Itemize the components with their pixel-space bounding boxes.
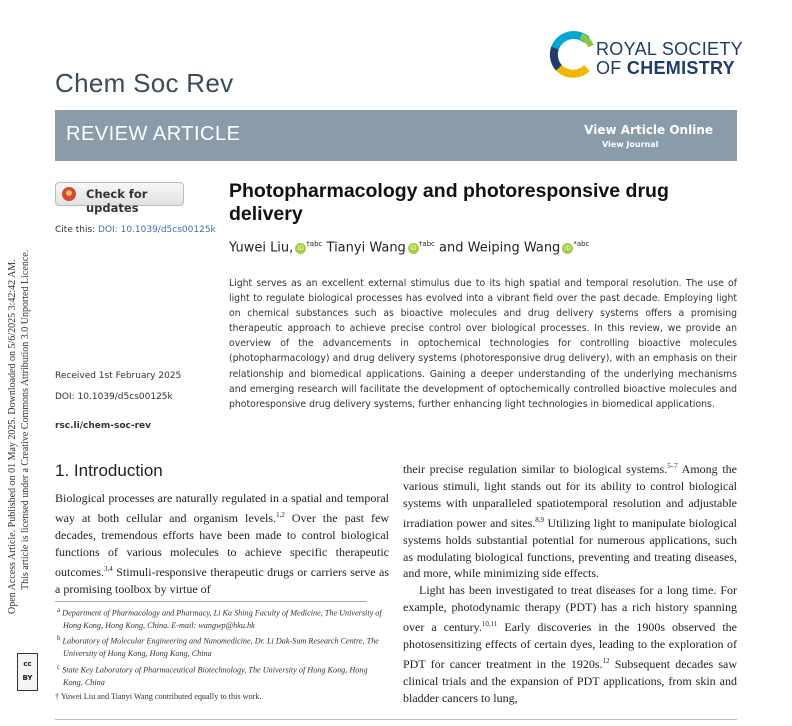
logo-line-1: ROYAL SOCIETY <box>596 39 743 59</box>
affiliation-footnotes <box>55 604 389 703</box>
abstract: Light serves as an excellent external stimulus due to its high spatial and temporal resolution. The use of light to regulate biological processes has evolved into a vibrant field over the past decade. Employing light on chemical substances such as bioactive molecules and drug delivery systems offers a promising therapeutic approach to achieve precise control over biological processes. In this review, we provide an overview of the advancements in optochemical technologies for controlling bioactive molecules (photopharmacology) and drug delivery systems (photoresponsive drug delivery), with an emphasis on their relationship and biomedical applications. Gaining a deeper understanding of the underlying mechanisms and emerging research will facilitate the development of optochemically controlled bioactive molecules and photoresponsive drug delivery systems, further enhancing light technologies in biomedical applications. <box>229 278 737 410</box>
logo-line-2: OF CHEMISTRY <box>596 58 735 78</box>
orcid-icon[interactable]: iD <box>562 243 573 254</box>
check-for-updates-button[interactable] <box>55 182 184 215</box>
cite-this: Cite this: DOI: 10.1039/d5cs00125k <box>55 225 216 235</box>
article-type-banner <box>55 110 737 161</box>
citation-link[interactable]: 1,2 <box>276 510 285 519</box>
author-list: Yuwei Liu, $iD^{\dagger abc}$ Tianyi Wang $iD^{\dagger abc}$ and Weiping Wang $iD^{*abc}$ <box>229 240 590 256</box>
rsc-logo-text <box>596 40 743 78</box>
affiliation-a: $^a$ Department of Pharmacology and Pharmacy, Li Ka Shing Faculty of Medicine, The University of Hong Kong, Hong Kong, China. E-mail: wangwp@hku.hk <box>57 606 382 631</box>
equal-contribution-note: † Yuwei Liu and Tianyi Wang contributed equally to this work. <box>55 691 262 701</box>
cc-icon: cc <box>23 660 32 668</box>
by-icon: BY <box>22 674 33 682</box>
orcid-icon[interactable]: iD <box>408 243 419 254</box>
citation-link[interactable]: 8,9 <box>535 515 544 524</box>
journal-url-link[interactable]: rsc.li/chem-soc-rev <box>55 421 151 431</box>
affiliation-c: $^c$ State Key Laboratory of Pharmaceutical Biotechnology, The University of Hong Kong, Hong Kong, China <box>57 662 368 687</box>
citation-link[interactable]: 10,11 <box>481 620 498 629</box>
view-article-online-link[interactable]: View Article Online <box>584 123 713 137</box>
view-journal-link[interactable]: View Journal <box>602 140 659 149</box>
page-bottom-divider <box>55 719 737 720</box>
cite-doi-link[interactable]: DOI: 10.1039/d5cs00125k <box>98 225 216 235</box>
body-column-right: their precise regulation similar to biological systems.$^{5-7}$ Among the various stimuli, light stands out for its ability to control biological systems with unparalleled spatiotemporal resolution and adjustable irradiation power and sites.$^{8,9}$ Utilizing light to manipulate biological systems holds substantial potential for numerous applications, such as modulating biological functions, preventing and treating diseases, and more, while minimizing side effects. Light has been investigated to treat diseases for a long time. For example, photodynamic therapy (PDT) has a rich history spanning over a century.$^{10,11}$ Early discoveries in the 1900s observed the photosensitizing effects of certain dyes, leading to the exploration of PDT for cancer treatment in the 1920s.$^{12}$ Subsequent decades saw clinical trials and the expansion of PDT applications, from skin and bladder cancers to lung, <box>403 462 737 705</box>
journal-name: Chem Soc Rev <box>55 68 234 98</box>
body-column-left: Biological processes are naturally regulated in a spatial and temporal way at both cellular and organism levels.$^{1,2}$ Over the past few decades, tremendous efforts have been made to control biological functions of various molecules to achieve specific therapeutic outcomes.$^{3,4}$ Stimuli-responsive therapeutic drugs or carriers serve as a promising toolbox by virtue of <box>55 491 389 596</box>
cc-by-badge[interactable] <box>17 653 38 691</box>
citation-link[interactable]: 3,4 <box>104 564 113 573</box>
open-access-statement: Open Access Article. Published on 01 May 2025. Downloaded on 5/6/2025 3:42:42 AM. <box>7 259 18 614</box>
affiliation-b: $^b$ Laboratory of Molecular Engineering and Nanomedicine, Dr. Li Dak-Sum Research Centre, The University of Hong Kong, Hong Kong, China <box>57 634 379 659</box>
check-updates-label: Check for updates <box>86 187 148 215</box>
received-date: Received 1st February 2025 <box>55 371 182 381</box>
rsc-logo-icon <box>547 30 595 78</box>
licence-statement[interactable]: This article is licensed under a Creative Commons Attribution 3.0 Unported Licence. <box>20 249 31 590</box>
citation-link[interactable]: 5–7 <box>667 462 678 470</box>
citation-link[interactable]: 12 <box>602 656 610 665</box>
article-type: REVIEW ARTICLE <box>66 123 241 145</box>
check-updates-icon <box>62 187 76 201</box>
doi: DOI: 10.1039/d5cs00125k <box>55 392 173 402</box>
footnote-divider <box>55 601 367 602</box>
section-heading-introduction: 1. Introduction <box>55 461 163 480</box>
orcid-icon[interactable]: iD <box>295 243 306 254</box>
article-title: Photopharmacology and photoresponsive drug delivery <box>229 180 669 225</box>
